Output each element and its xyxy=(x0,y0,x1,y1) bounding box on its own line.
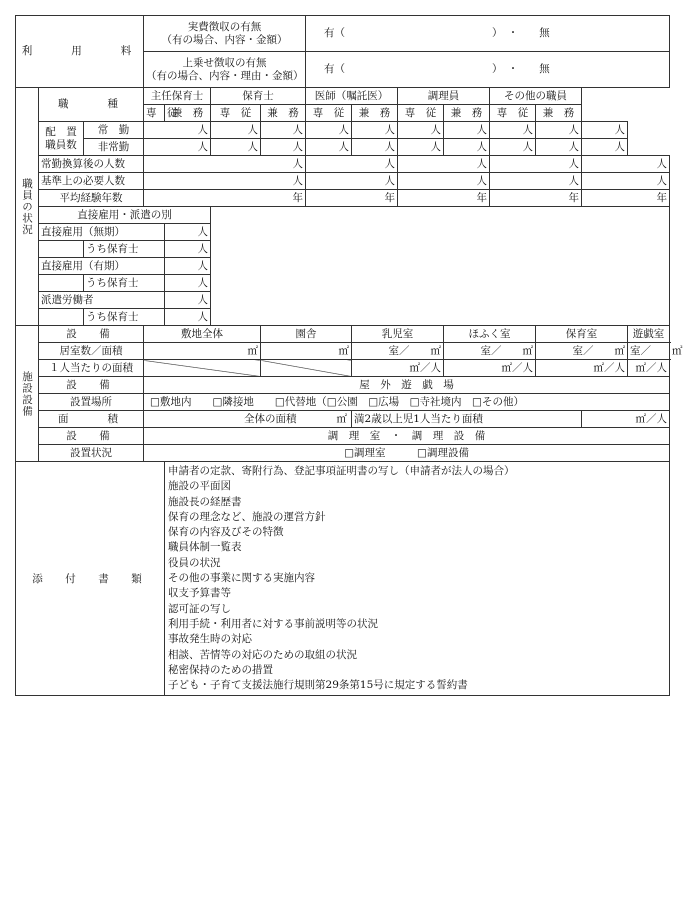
staff-section-label: 職員の状況 xyxy=(16,88,39,326)
count-field[interactable]: 人 xyxy=(490,139,536,156)
count-field[interactable]: 人 xyxy=(144,173,306,190)
full-label: 専 従 xyxy=(490,105,536,122)
role-header: その他の職員 xyxy=(490,88,582,105)
years-field[interactable]: 年 xyxy=(398,190,490,207)
diagonal-cell xyxy=(261,360,352,377)
count-field[interactable]: 人 xyxy=(306,122,352,139)
attachments-label: 添 付 書 類 xyxy=(16,462,165,696)
count-field[interactable]: 人 xyxy=(144,122,211,139)
count-field[interactable]: 人 xyxy=(144,156,306,173)
count-field[interactable]: 人 xyxy=(582,173,670,190)
extra-fee-field[interactable]: 有（ ） ・ 無 xyxy=(306,52,670,88)
attachment-item: 施設長の経歴書 xyxy=(168,495,242,508)
concurrent-label: 兼 務 xyxy=(444,105,490,122)
count-field[interactable]: 人 xyxy=(490,173,582,190)
full-label: 専 従 xyxy=(306,105,352,122)
equipment-label: 設 備 xyxy=(39,428,144,445)
count-field[interactable]: 人 xyxy=(490,122,536,139)
count-field[interactable]: 人 xyxy=(444,122,490,139)
attachment-item: 子ども・子育て支援法施行規則第29条第15号に規定する誓約書 xyxy=(168,679,468,692)
years-field[interactable]: 年 xyxy=(144,190,306,207)
location-options[interactable]: □敷地内 □隣接地 □代替地（□公園 □広場 □寺社境内 □その他） xyxy=(144,394,670,411)
count-field[interactable]: 人 xyxy=(306,139,352,156)
equipment-label: 設 備 xyxy=(39,377,144,394)
attachment-item: その他の事業に関する実施内容 xyxy=(168,572,316,585)
count-field[interactable]: 人 xyxy=(398,122,444,139)
count-field[interactable]: 人 xyxy=(398,156,490,173)
count-field[interactable]: 人 xyxy=(306,156,398,173)
outdoor-label: 屋 外 遊 戯 場 xyxy=(144,377,670,394)
attachment-item: 施設の平面図 xyxy=(168,480,232,493)
full-label: 専 従 xyxy=(211,105,261,122)
facility-col: 遊戯室 xyxy=(628,326,670,343)
employment-row-label: 直接雇用（無期） xyxy=(39,224,165,241)
placement-label: 配 置 職員数 xyxy=(39,122,84,156)
concurrent-label: 兼 務 xyxy=(536,105,582,122)
facility-col: ほふく室 xyxy=(444,326,536,343)
count-field[interactable]: 人 xyxy=(490,156,582,173)
attachment-item: 事故発生時の対応 xyxy=(168,633,253,646)
room-area-field[interactable]: 室／ ㎡ xyxy=(352,343,444,360)
employment-header: 直接雇用・派遣の別 xyxy=(39,207,211,224)
concurrent-label: 兼 務 xyxy=(165,105,211,122)
parttime-label: 非常勤 xyxy=(84,139,144,156)
count-field[interactable]: 人 xyxy=(261,139,306,156)
employment-row-label: うち保育士 xyxy=(84,241,165,258)
role-header: 主任保育士 xyxy=(144,88,211,105)
attachment-item: 秘密保持のための措置 xyxy=(168,663,274,676)
area-label: 面 積 xyxy=(39,411,144,428)
extra-fee-label: 上乗せ徴収の有無 （有の場合、内容・理由・金額） xyxy=(144,52,306,88)
job-type-label: 職 種 xyxy=(39,88,144,122)
facility-col: 保育室 xyxy=(536,326,628,343)
per-person-label: １人当たりの面積 xyxy=(39,360,144,377)
per-person-field[interactable]: ㎡／人 xyxy=(444,360,536,377)
over2-label: 満2歳以上児1人当たり面積 xyxy=(352,411,582,428)
count-field[interactable]: 人 xyxy=(261,122,306,139)
role-header: 調理員 xyxy=(398,88,490,105)
count-field[interactable]: 人 xyxy=(398,173,490,190)
area-field[interactable]: ㎡ xyxy=(144,343,261,360)
count-field[interactable]: 人 xyxy=(536,139,582,156)
count-field[interactable]: 人 xyxy=(352,139,398,156)
form-table xyxy=(15,15,683,696)
count-field[interactable]: 人 xyxy=(444,139,490,156)
attachment-item: 役員の状況 xyxy=(168,556,221,569)
count-field[interactable]: 人 xyxy=(398,139,444,156)
area-field[interactable]: ㎡ xyxy=(261,343,352,360)
facility-col: 園舎 xyxy=(261,326,352,343)
avg-exp-label: 平均経験年数 xyxy=(39,190,144,207)
actual-fee-field[interactable]: 有（ ） ・ 無 xyxy=(306,16,670,52)
room-area-field[interactable]: 室／ ㎡ xyxy=(536,343,628,360)
install-status-label: 設置状況 xyxy=(39,445,144,462)
count-field[interactable]: 人 xyxy=(582,139,628,156)
employment-row-label: うち保育士 xyxy=(84,309,165,326)
kitchen-label: 調 理 室 ・ 調 理 設 備 xyxy=(144,428,670,445)
years-field[interactable]: 年 xyxy=(306,190,398,207)
application-form xyxy=(15,15,683,696)
per-person-field[interactable]: ㎡／人 xyxy=(628,360,670,377)
location-label: 設置場所 xyxy=(39,394,144,411)
count-field[interactable]: 人 xyxy=(165,292,211,309)
actual-fee-label: 実費徴収の有無 （有の場合、内容・金額） xyxy=(144,16,306,52)
employment-row-label: うち保育士 xyxy=(84,275,165,292)
per-person-field[interactable]: ㎡／人 xyxy=(536,360,628,377)
total-area-label: 全体の面積 xyxy=(244,412,297,425)
count-field[interactable]: 人 xyxy=(352,122,398,139)
attachment-item: 相談、苦情等の対応のための取組の状況 xyxy=(168,648,358,661)
fee-label: 利 用 料 xyxy=(16,16,144,88)
facility-section-label: 施設設備 xyxy=(16,326,39,462)
count-field[interactable]: 人 xyxy=(211,122,261,139)
role-header: 医師（嘱託医） xyxy=(306,88,398,105)
attachment-item: 収支予算書等 xyxy=(168,587,232,600)
attachment-item: 認可証の写し xyxy=(168,602,232,615)
equipment-label: 設 備 xyxy=(39,326,144,343)
attachment-item: 申請者の定款、寄附行為、登記事項証明書の写し（申請者が法人の場合） xyxy=(168,465,515,477)
years-field[interactable]: 年 xyxy=(490,190,582,207)
converted-label: 常勤換算後の人数 xyxy=(39,156,144,173)
install-options[interactable]: □調理室 □調理設備 xyxy=(144,445,670,462)
fulltime-label: 常 勤 xyxy=(84,122,144,139)
rooms-area-label: 居室数／面積 xyxy=(39,343,144,360)
attachment-item: 職員体制一覧表 xyxy=(168,541,242,554)
count-field[interactable]: 人 xyxy=(582,156,670,173)
diagonal-cell xyxy=(144,360,261,377)
facility-col: 敷地全体 xyxy=(144,326,261,343)
employment-row-label: 直接雇用（有期） xyxy=(39,258,165,275)
sqm-unit: ㎡ xyxy=(336,412,348,425)
blank-area xyxy=(211,207,670,326)
full-label: 専 従 xyxy=(398,105,444,122)
facility-col: 乳児室 xyxy=(352,326,444,343)
concurrent-label: 兼 務 xyxy=(261,105,306,122)
per-person-field[interactable]: ㎡／人 xyxy=(352,360,444,377)
attachment-item: 利用手続・利用者に対する事前説明等の状況 xyxy=(168,617,379,630)
total-area-field[interactable] xyxy=(144,411,352,428)
full-label: 専 従 xyxy=(144,105,165,122)
count-field[interactable]: 人 xyxy=(165,309,211,326)
concurrent-label: 兼 務 xyxy=(352,105,398,122)
count-field[interactable]: 人 xyxy=(211,139,261,156)
count-field[interactable]: 人 xyxy=(165,275,211,292)
count-field[interactable]: 人 xyxy=(165,241,211,258)
role-header: 保育士 xyxy=(211,88,306,105)
years-field[interactable]: 年 xyxy=(582,190,670,207)
attachments-list xyxy=(165,462,670,696)
count-field[interactable]: 人 xyxy=(165,224,211,241)
count-field[interactable]: 人 xyxy=(306,173,398,190)
count-field[interactable]: 人 xyxy=(144,139,211,156)
room-area-field[interactable]: 室／ ㎡ xyxy=(444,343,536,360)
room-area-field[interactable]: 室／ ㎡ xyxy=(628,343,670,360)
attachment-item: 保育の理念など、施設の運営方針 xyxy=(168,510,326,523)
employment-row-label: 派遣労働者 xyxy=(39,292,165,309)
count-field[interactable]: 人 xyxy=(165,258,211,275)
count-field[interactable]: 人 xyxy=(582,122,628,139)
required-label: 基準上の必要人数 xyxy=(39,173,144,190)
over2-field[interactable]: ㎡／人 xyxy=(582,411,670,428)
attachment-item: 保育の内容及びその特徴 xyxy=(168,526,284,539)
count-field[interactable]: 人 xyxy=(536,122,582,139)
